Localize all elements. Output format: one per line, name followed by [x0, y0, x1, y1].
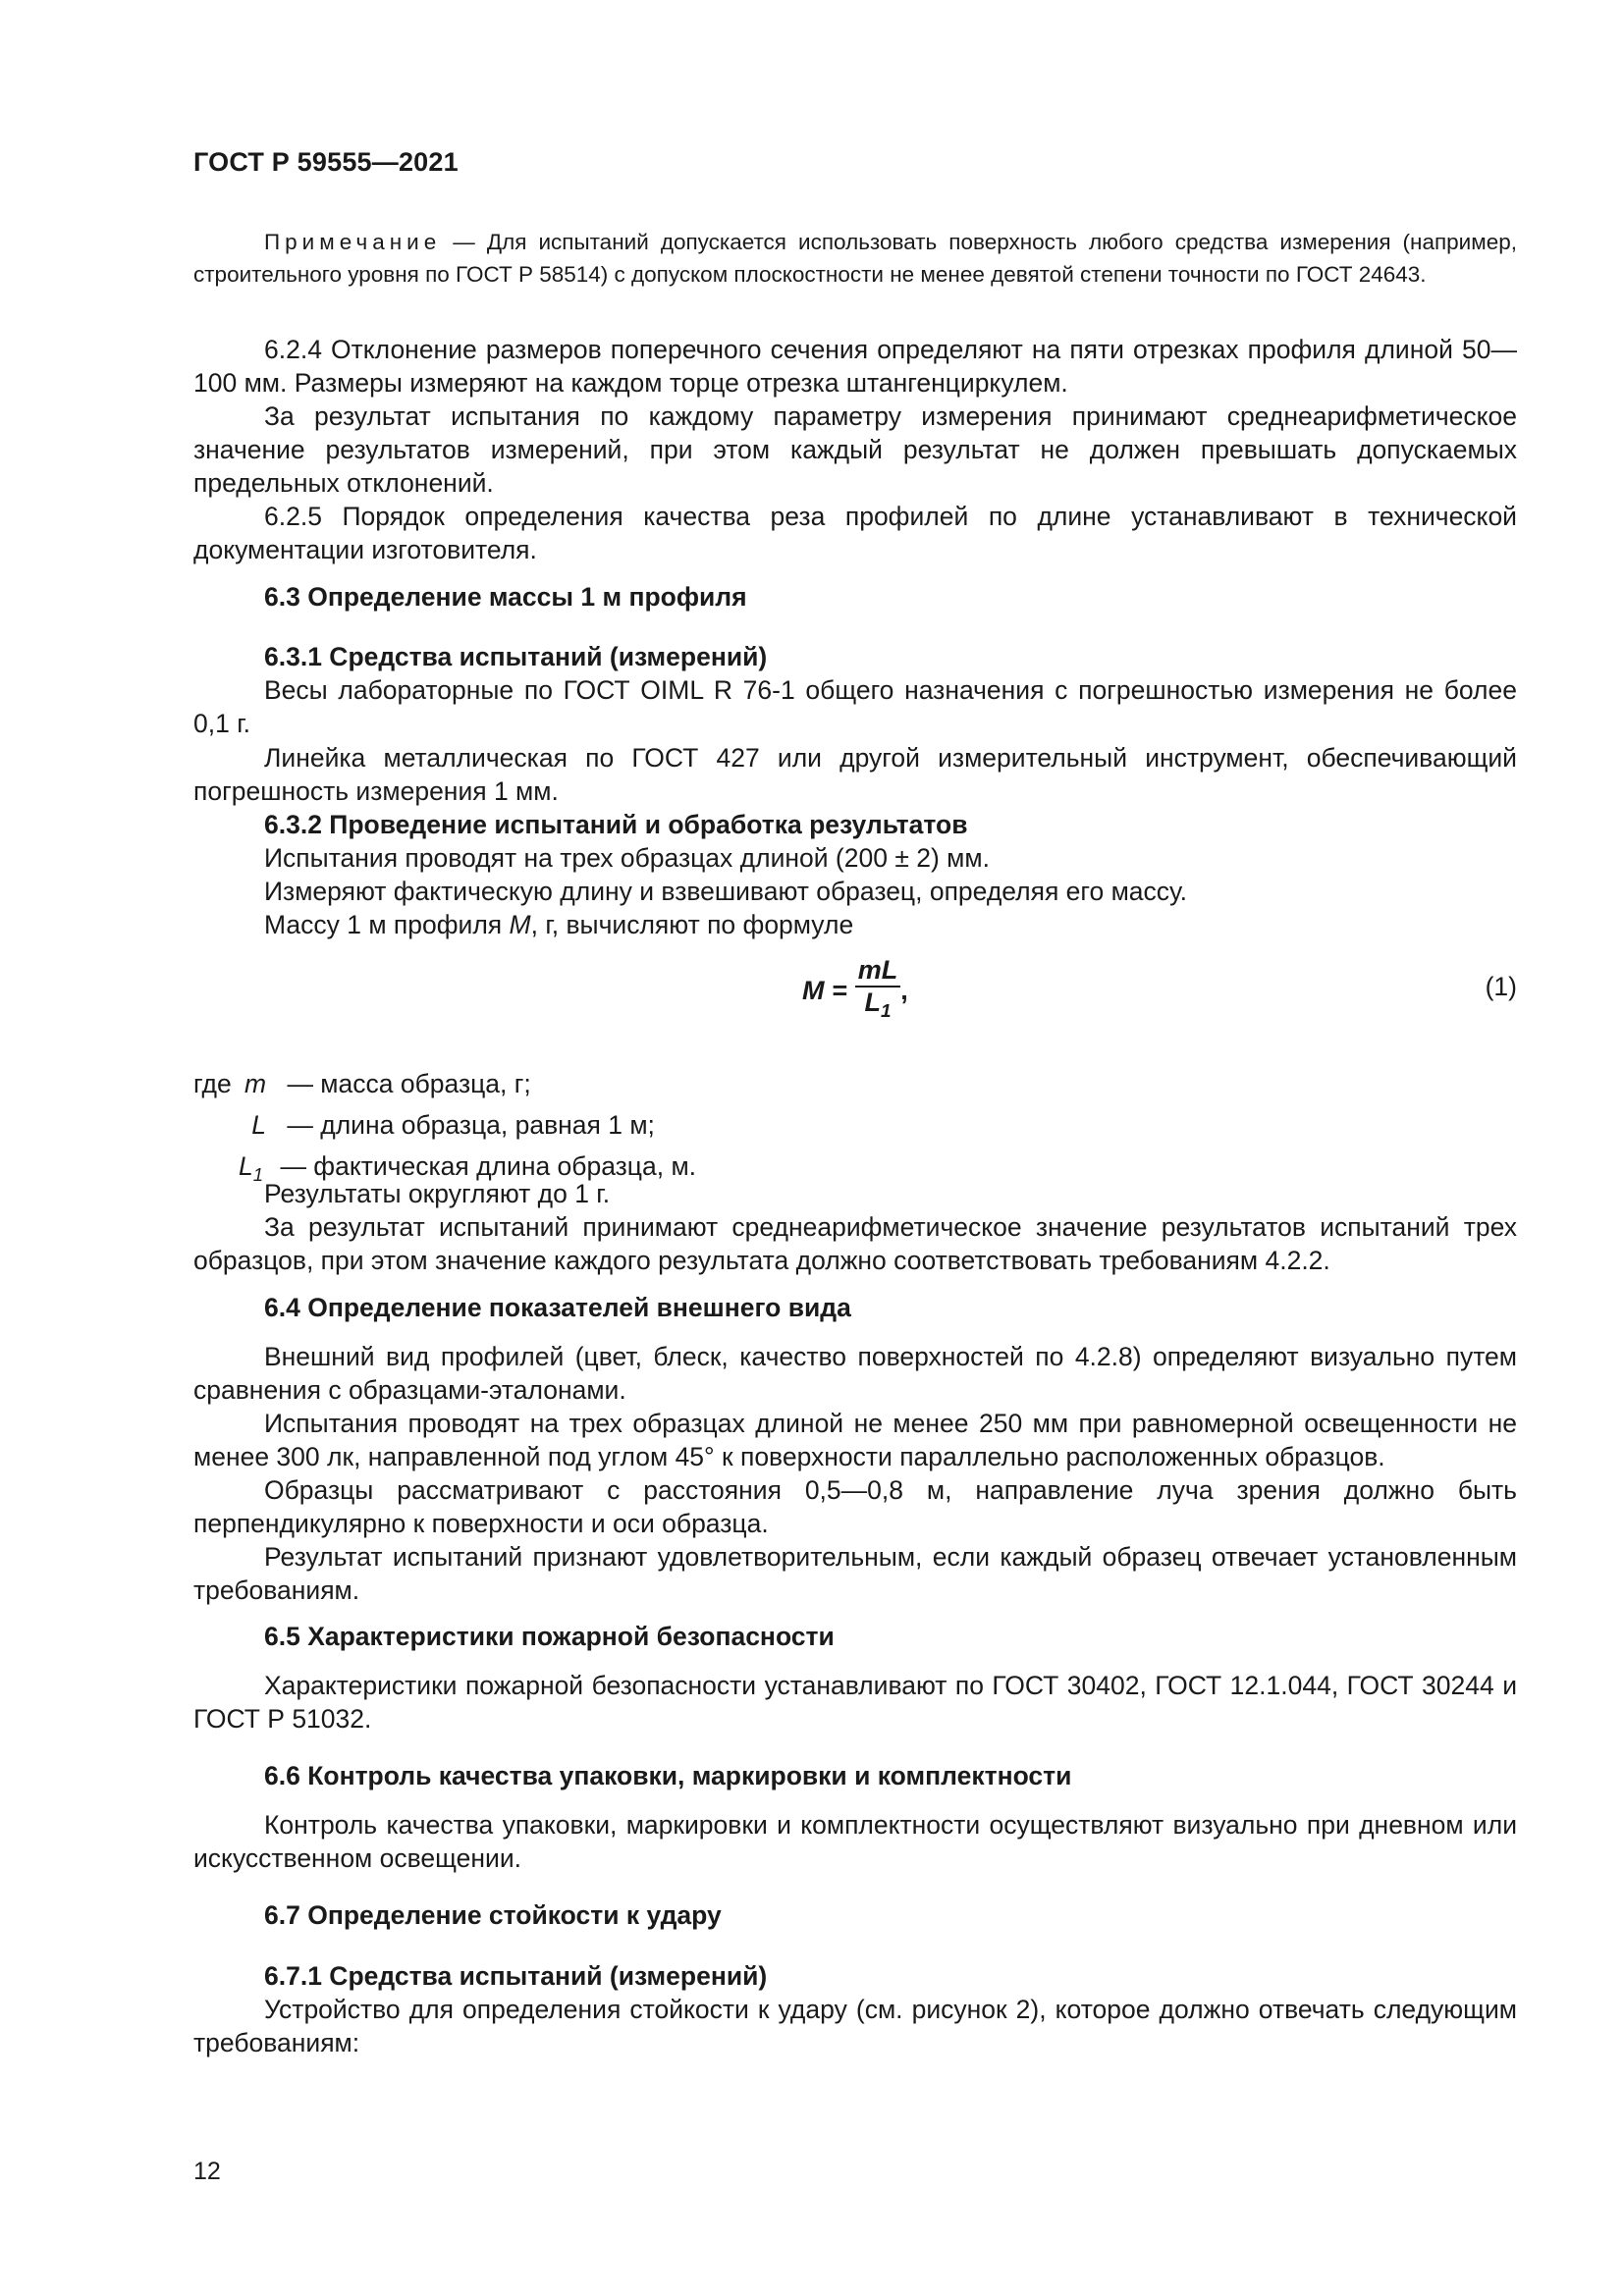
heading-6-7-1: 6.7.1 Средства испытаний (измерений): [264, 1961, 768, 1991]
paragraph-6-2-4: 6.2.4 Отклонение размеров поперечного сечения определяют на пяти отрезках профиля длиной 50—100 мм. Размеры измеряют на каждом торце отрезка штангенциркулем.: [193, 335, 1517, 398]
paragraph-6-4-appearance: Внешний вид профилей (цвет, блеск, качество поверхностей по 4.2.8) определяют визуально путем сравнения с образцами-эталонами.: [193, 1342, 1517, 1405]
where-line-m: [193, 1067, 531, 1100]
paragraph-6-7-1: Устройство для определения стойкости к удару (см. рисунок 2), которое должно отвечать следующим требованиям:: [193, 1995, 1517, 2057]
formula-intro-tail: , г, вычисляют по формуле: [530, 910, 854, 939]
formula-number: (1): [1485, 972, 1517, 1001]
paragraph-6-3-2-measure: Измеряют фактическую длину и взвешивают образец, определяя его массу.: [264, 877, 1187, 906]
note-paragraph: [193, 226, 1517, 291]
paragraph-6-4-distance: Образцы рассматривают с расстояния 0,5—0,8 м, направление луча зрения должно быть перпендикулярно к поверхности и оси образца.: [193, 1475, 1517, 1538]
formula-1: [193, 955, 1517, 1024]
formula-denominator-sub: 1: [881, 1001, 892, 1022]
heading-6-7: 6.7 Определение стойкости к удару: [264, 1900, 722, 1930]
paragraph-6-6: Контроль качества упаковки, маркировки и комплектности осуществляют визуально при дневном или искусственном освещении.: [193, 1810, 1517, 1873]
paragraph-6-2-5: 6.2.5 Порядок определения качества реза профилей по длине устанавливают в технической документации изготовителя.: [193, 502, 1517, 564]
heading-6-3-2: 6.3.2 Проведение испытаний и обработка результатов: [264, 810, 968, 839]
formula-intro-text: Массу 1 м профиля: [264, 910, 510, 939]
where-text-m: — масса образца, г;: [287, 1069, 531, 1098]
heading-6-6: 6.6 Контроль качества упаковки, маркировки и комплектности: [264, 1761, 1072, 1790]
formula-expression: [802, 955, 908, 1027]
heading-6-5: 6.5 Характеристики пожарной безопасности: [264, 1622, 835, 1651]
page-number: 12: [193, 2158, 221, 2185]
where-symbol-l: L: [251, 1110, 266, 1140]
where-text-l: — длина образца, равная 1 м;: [287, 1110, 655, 1140]
where-line-l: [241, 1108, 655, 1142]
heading-6-3-1: 6.3.1 Средства испытаний (измерений): [264, 642, 768, 671]
formula-numerator: mL: [855, 955, 901, 988]
heading-6-4: 6.4 Определение показателей внешнего вида: [264, 1293, 851, 1322]
formula-intro-symbol: M: [509, 910, 531, 939]
paragraph-6-2-4-result: За результат испытания по каждому параметру измерения принимают среднеарифметическое значение результатов измерений, при этом каждый результат не должен превышать допускаемых предельных отклонений.: [193, 401, 1517, 498]
paragraph-6-3-1-ruler: Линейка металлическая по ГОСТ 427 или другой измерительный инструмент, обеспечивающий погрешность измерения 1 мм.: [193, 743, 1517, 806]
paragraph-6-4-lighting: Испытания проводят на трех образцах длиной не менее 250 мм при равномерной освещенности не менее 300 лк, направленной под углом 45° к поверхности параллельно расположенных образцов.: [193, 1409, 1517, 1471]
formula-trail: ,: [900, 976, 908, 1005]
paragraph-6-3-2-samples: Испытания проводят на трех образцах длиной (200 ± 2) мм.: [264, 843, 990, 873]
where-symbol-l1-base: L: [239, 1151, 253, 1181]
paragraph-result: За результат испытаний принимают среднеарифметическое значение результатов испытаний трех образцов, при этом значение каждого результата должно соответствовать требованиям 4.2.2.: [193, 1212, 1517, 1275]
heading-6-3: 6.3 Определение массы 1 м профиля: [264, 582, 747, 612]
where-symbol-m: m: [244, 1069, 267, 1098]
where-text-l1: — фактическая длина образца, м.: [280, 1151, 697, 1181]
paragraph-6-4-result: Результат испытаний признают удовлетворительным, если каждый образец отвечает установленным требованиям.: [193, 1542, 1517, 1605]
note-label: Примечание: [264, 230, 442, 254]
note-text: — Для испытаний допускается использовать поверхность любого средства измерения (например, строительного уровня по ГОСТ Р 58514) с допуском плоскостности не менее девятой степени точности по ГОСТ 24643.: [193, 230, 1517, 287]
where-symbol-l1-sub: 1: [252, 1164, 264, 1185]
document-id: ГОСТ Р 59555—2021: [193, 147, 459, 177]
formula-denominator-symbol: L: [864, 988, 881, 1017]
paragraph-rounding: Результаты округляют до 1 г.: [264, 1179, 611, 1208]
formula-fraction: [855, 955, 901, 1027]
where-prefix: где: [193, 1069, 232, 1098]
paragraph-6-3-2-formula-intro: [193, 908, 1517, 941]
formula-lhs: M =: [802, 976, 847, 1005]
paragraph-6-3-1-scales: Весы лабораторные по ГОСТ OIML R 76-1 общего назначения с погрешностью измерения не более 0,1 г.: [193, 675, 1517, 738]
paragraph-6-5: Характеристики пожарной безопасности устанавливают по ГОСТ 30402, ГОСТ 12.1.044, ГОСТ 30244 и ГОСТ Р 51032.: [193, 1671, 1517, 1734]
formula-denominator: [865, 988, 892, 1027]
